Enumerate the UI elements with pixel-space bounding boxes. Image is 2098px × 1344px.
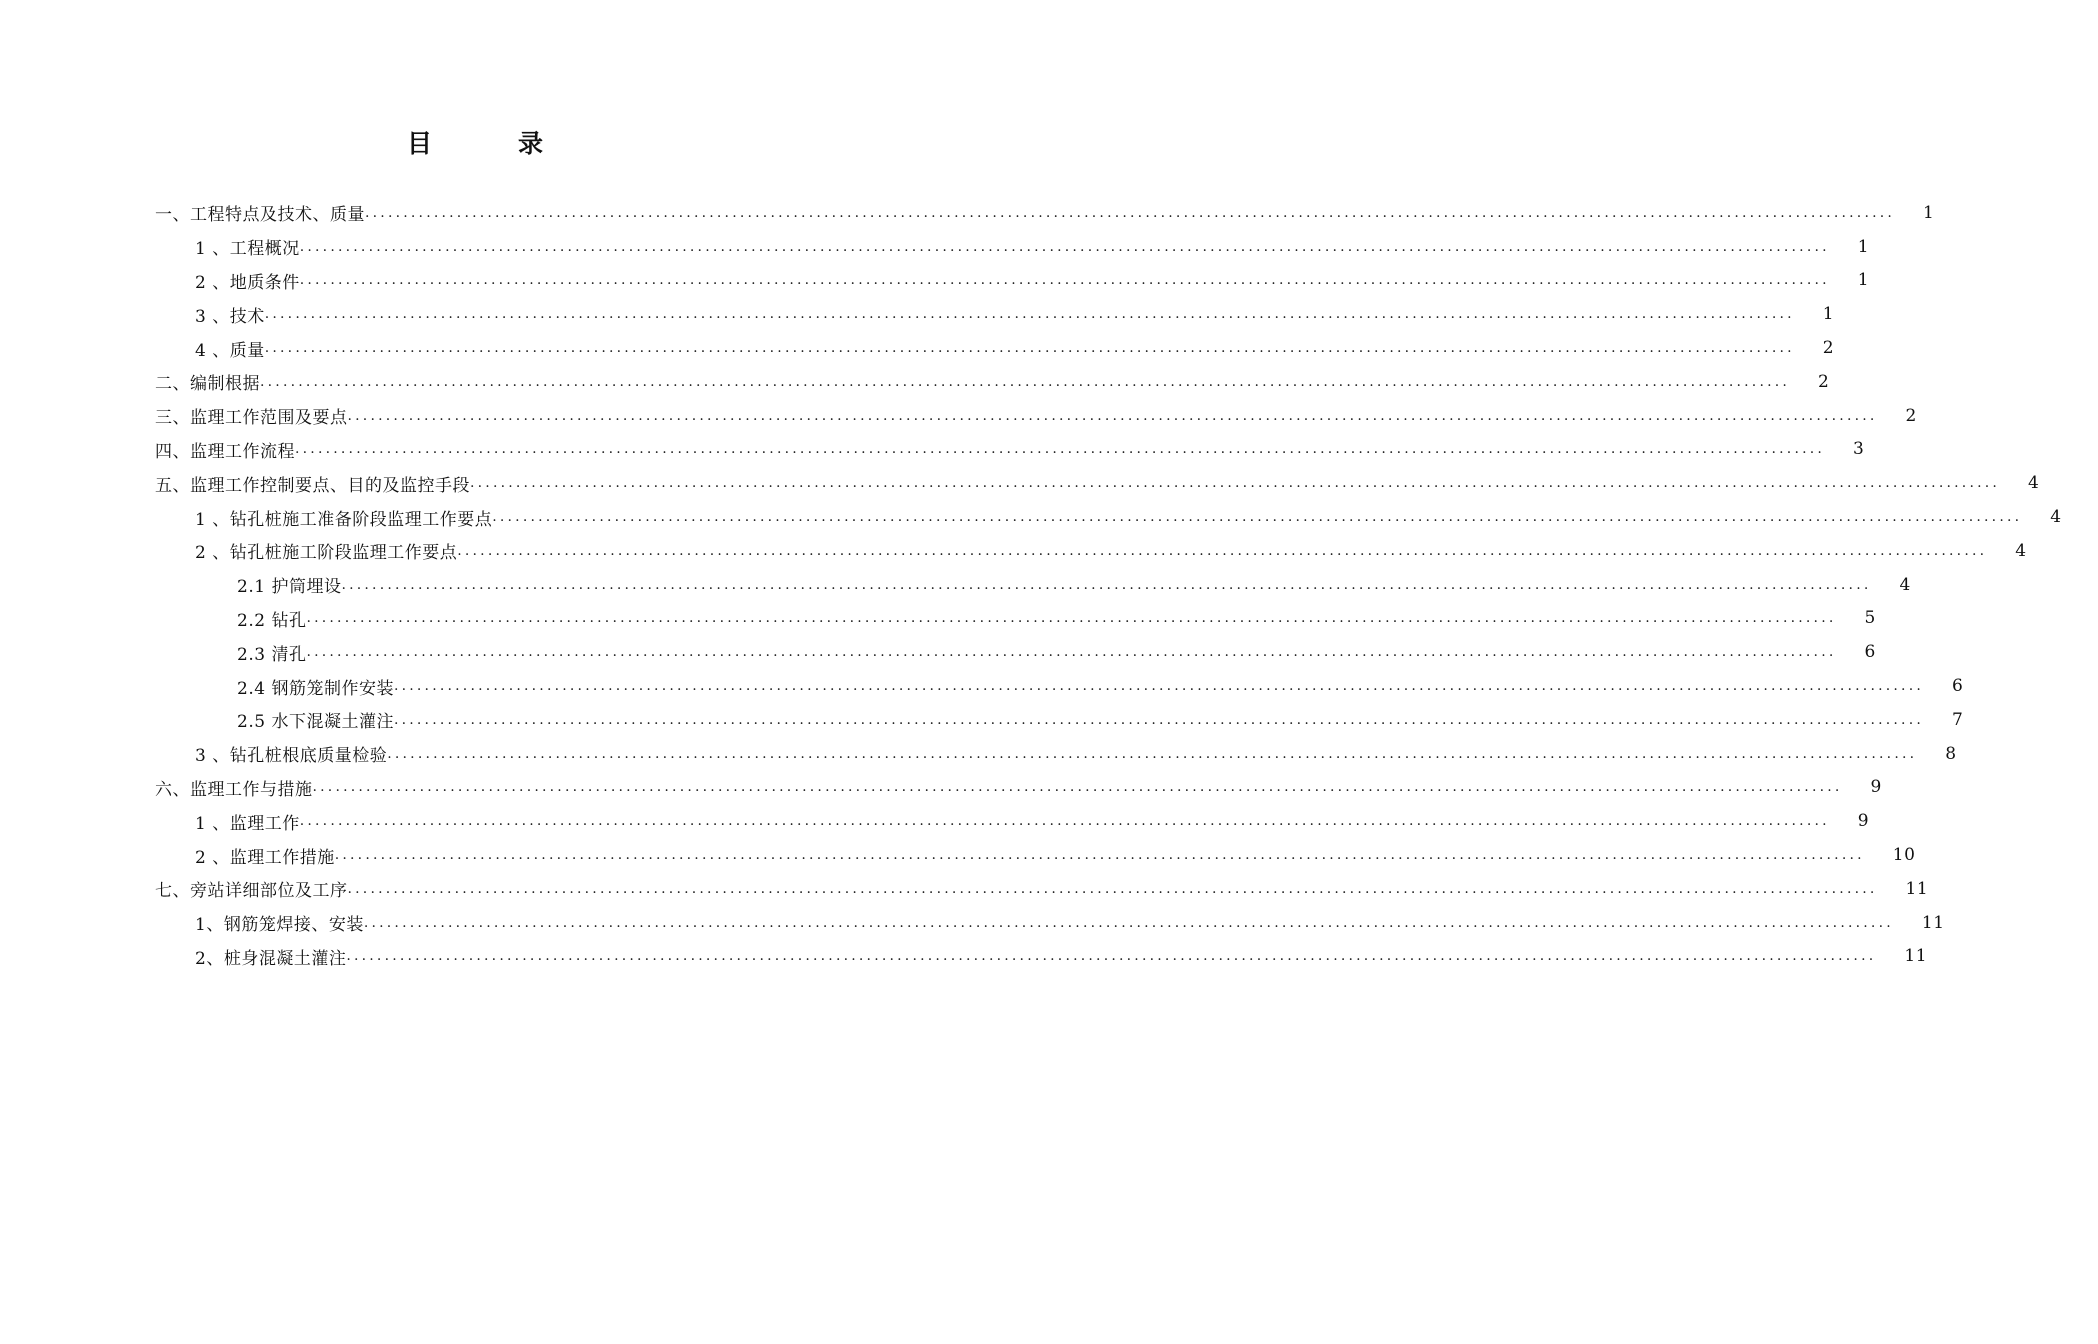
- toc-entry-page: 1: [1857, 236, 1870, 257]
- toc-entry[interactable]: [155, 804, 1870, 838]
- dot-leader: ........................................................................................................................................................................................................: [363, 914, 1894, 931]
- toc-entry[interactable]: [155, 500, 2062, 534]
- toc-entry[interactable]: [155, 635, 1876, 669]
- toc-entry-label: 4 、质量: [195, 336, 265, 361]
- toc-entry[interactable]: [155, 669, 1964, 703]
- toc-entry-label: 3 、钻孔桩根底质量检验: [195, 741, 387, 766]
- toc-entry[interactable]: [155, 737, 1957, 771]
- dot-leader: ........................................................................................................................................................................................................: [393, 678, 1924, 695]
- toc-entry-page: 4: [2050, 507, 2062, 528]
- dot-leader: ........................................................................................................................................................................................................: [393, 711, 1924, 728]
- toc-entry[interactable]: [155, 534, 2027, 568]
- toc-entry-page: 1: [1923, 202, 1935, 223]
- toc-entry-label: 2、桩身混凝土灌注: [195, 944, 346, 969]
- toc-entry-page: 2: [1905, 405, 1917, 426]
- toc-entry[interactable]: [155, 872, 1929, 906]
- toc-entry-label: 2.2 钻孔: [237, 606, 306, 631]
- dot-leader: ........................................................................................................................................................................................................: [365, 204, 1896, 221]
- toc-entry-page: 2: [1822, 338, 1835, 359]
- toc-entry-page: 11: [1905, 878, 1929, 899]
- toc-entry-label: 二、编制根据: [155, 369, 260, 394]
- toc-entry-page: 11: [1904, 946, 1928, 967]
- toc-entry-page: 4: [2015, 540, 2027, 561]
- toc-entry[interactable]: [155, 230, 1870, 264]
- toc-entry-label: 2 、钻孔桩施工阶段监理工作要点: [195, 538, 457, 563]
- dot-leader: ........................................................................................................................................................................................................: [260, 373, 1791, 390]
- toc-entry[interactable]: [155, 264, 1870, 298]
- dot-leader: ........................................................................................................................................................................................................: [492, 509, 2023, 526]
- dot-leader: ........................................................................................................................................................................................................: [299, 238, 1830, 255]
- toc-entry[interactable]: [155, 568, 1911, 602]
- toc-entry-label: 2.1 护筒埋设: [237, 572, 341, 597]
- dot-leader: ........................................................................................................................................................................................................: [347, 407, 1878, 424]
- dot-leader: ........................................................................................................................................................................................................: [334, 847, 1865, 864]
- toc-entry-label: 六、监理工作与措施: [155, 775, 313, 800]
- toc-entry-page: 8: [1945, 743, 1957, 764]
- toc-entry[interactable]: [155, 940, 1928, 974]
- toc-entry-label: 3 、技术: [195, 302, 265, 327]
- toc-entry-page: 6: [1952, 676, 1964, 697]
- toc-entry-label: 1 、钻孔桩施工准备阶段监理工作要点: [195, 505, 492, 530]
- toc-entry-label: 一、工程特点及技术、质量: [155, 200, 365, 225]
- toc-entry[interactable]: [155, 331, 1835, 365]
- toc-entry[interactable]: [155, 433, 1865, 467]
- dot-leader: ........................................................................................................................................................................................................: [264, 306, 1795, 323]
- toc-entry-page: 11: [1921, 912, 1945, 933]
- dot-leader: ........................................................................................................................................................................................................: [299, 813, 1830, 830]
- toc-entry[interactable]: [155, 466, 2040, 500]
- toc-entry[interactable]: [155, 838, 1916, 872]
- dot-leader: ........................................................................................................................................................................................................: [387, 745, 1918, 762]
- toc-entry[interactable]: [155, 602, 1876, 636]
- dot-leader: ........................................................................................................................................................................................................: [457, 542, 1988, 559]
- toc-entry-page: 4: [1899, 574, 1911, 595]
- dot-leader: ........................................................................................................................................................................................................: [306, 644, 1837, 661]
- toc-entry-label: 三、监理工作范围及要点: [155, 403, 348, 428]
- toc-entry[interactable]: [155, 365, 1830, 399]
- dot-leader: ........................................................................................................................................................................................................: [295, 441, 1826, 458]
- dot-leader: ........................................................................................................................................................................................................: [470, 475, 2001, 492]
- toc-entry[interactable]: [155, 196, 1935, 230]
- toc-entry-page: 9: [1857, 811, 1870, 832]
- toc-entry[interactable]: [155, 906, 1945, 940]
- toc-entry[interactable]: [155, 771, 1882, 805]
- toc-entry-label: 2 、监理工作措施: [195, 843, 335, 868]
- toc-entry-label: 1 、监理工作: [195, 809, 300, 834]
- toc-entry-page: 9: [1870, 777, 1882, 798]
- dot-leader: ........................................................................................................................................................................................................: [306, 610, 1837, 627]
- dot-leader: ........................................................................................................................................................................................................: [346, 948, 1877, 965]
- toc-list: [155, 196, 2062, 973]
- toc-entry[interactable]: [155, 703, 1964, 737]
- toc-entry-page: 4: [2028, 473, 2040, 494]
- toc-entry-page: 7: [1952, 709, 1964, 730]
- toc-entry-label: 1、钢筋笼焊接、安装: [195, 910, 364, 935]
- toc-entry-label: 四、监理工作流程: [155, 437, 295, 462]
- toc-entry-label: 1 、工程概况: [195, 234, 300, 259]
- dot-leader: ........................................................................................................................................................................................................: [264, 340, 1795, 357]
- toc-entry-label: 2 、地质条件: [195, 268, 300, 293]
- toc-entry-page: 1: [1857, 270, 1870, 291]
- toc-title: 目录: [406, 129, 629, 158]
- toc-entry[interactable]: [155, 399, 1917, 433]
- toc-entry-page: 10: [1892, 845, 1916, 866]
- dot-leader: ........................................................................................................................................................................................................: [347, 880, 1878, 897]
- toc-entry-page: 3: [1853, 439, 1865, 460]
- dot-leader: ........................................................................................................................................................................................................: [341, 576, 1872, 593]
- toc-entry[interactable]: [155, 297, 1835, 331]
- dot-leader: ........................................................................................................................................................................................................: [299, 272, 1830, 289]
- dot-leader: ........................................................................................................................................................................................................: [312, 779, 1843, 796]
- toc-entry-label: 2.3 清孔: [237, 640, 306, 665]
- toc-entry-page: 5: [1864, 608, 1876, 629]
- toc-entry-page: 1: [1822, 304, 1835, 325]
- toc-entry-label: 2.4 钢筋笼制作安装: [237, 674, 394, 699]
- toc-entry-label: 2.5 水下混凝土灌注: [237, 707, 394, 732]
- toc-entry-label: 五、监理工作控制要点、目的及监控手段: [155, 471, 470, 496]
- toc-entry-page: 6: [1864, 642, 1876, 663]
- toc-entry-page: 2: [1818, 371, 1830, 392]
- toc-entry-label: 七、旁站详细部位及工序: [155, 876, 348, 901]
